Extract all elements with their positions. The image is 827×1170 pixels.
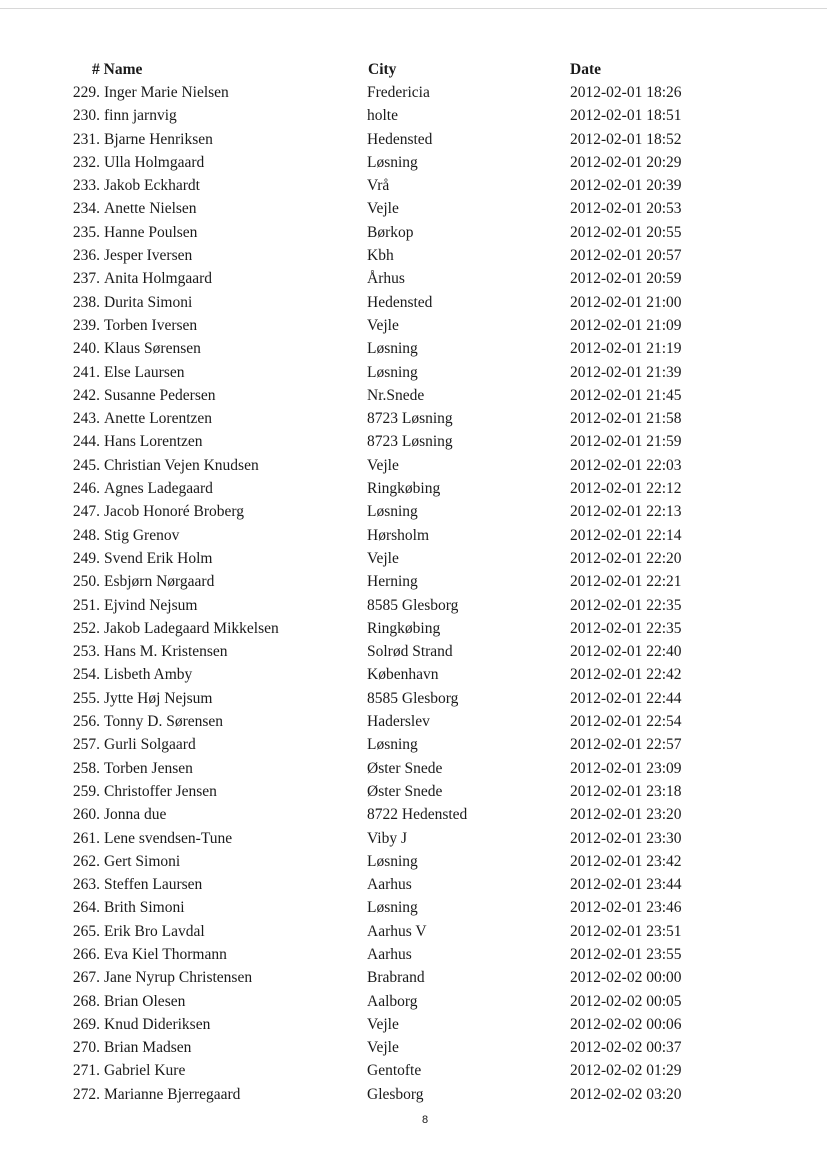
row-number: 245. (72, 456, 100, 474)
row-name: Brian Olesen (104, 992, 186, 1010)
row-number: 233. (72, 177, 100, 195)
row-date: 2012-02-01 21:00 (570, 293, 682, 311)
row-date: 2012-02-02 03:20 (570, 1085, 682, 1103)
row-city: Løsning (367, 340, 418, 358)
row-number: 267. (72, 969, 100, 987)
row-date: 2012-02-01 21:59 (570, 433, 682, 451)
row-city: Nr.Snede (367, 386, 425, 404)
row-date: 2012-02-01 23:46 (570, 899, 682, 917)
table-row (0, 154, 827, 177)
row-city: Fredericia (367, 84, 430, 101)
row-number: 265. (72, 922, 100, 940)
row-name: Jonna due (104, 806, 167, 824)
row-number: 253. (72, 643, 100, 661)
row-name: Jakob Ladegaard Mikkelsen (104, 619, 279, 637)
row-city: Aalborg (367, 992, 418, 1010)
row-city: Løsning (367, 736, 418, 754)
row-city: Aarhus (367, 876, 412, 894)
row-number: 232. (72, 153, 100, 171)
row-date: 2012-02-01 21:58 (570, 410, 682, 428)
table-row (0, 830, 827, 853)
table-row (0, 387, 827, 410)
table-row (0, 224, 827, 247)
table-row (0, 84, 827, 107)
row-number: 260. (72, 806, 100, 824)
table-row (0, 177, 827, 200)
row-name: Jytte Høj Nejsum (104, 689, 213, 707)
row-name: Klaus Sørensen (104, 340, 201, 358)
row-city: Viby J (367, 829, 407, 847)
row-city: 8723 Løsning (367, 410, 453, 428)
row-name: Esbjørn Nørgaard (104, 573, 215, 591)
row-date: 2012-02-01 18:51 (570, 107, 682, 125)
row-number: 248. (72, 526, 100, 544)
row-date: 2012-02-01 20:59 (570, 270, 682, 288)
row-number: 259. (72, 782, 100, 800)
table-row (0, 806, 827, 829)
row-city: Løsning (367, 503, 418, 521)
row-number: 241. (72, 363, 100, 381)
row-name: Anette Nielsen (104, 200, 197, 218)
row-city: Århus (367, 270, 405, 288)
row-city: Ringkøbing (367, 619, 441, 637)
header-date: Date (570, 61, 601, 78)
row-name: Gurli Solgaard (104, 736, 196, 754)
row-date: 2012-02-01 22:12 (570, 480, 682, 498)
row-number: 239. (72, 316, 100, 334)
row-city: Løsning (367, 852, 418, 870)
row-city: Vejle (367, 200, 399, 218)
row-name: Bjarne Henriksen (104, 130, 213, 148)
row-date: 2012-02-01 23:55 (570, 945, 682, 963)
row-name: Inger Marie Nielsen (104, 84, 229, 101)
row-date: 2012-02-01 23:18 (570, 782, 682, 800)
row-city: Vejle (367, 316, 399, 334)
row-city: Øster Snede (367, 759, 443, 777)
row-date: 2012-02-01 22:13 (570, 503, 682, 521)
row-date: 2012-02-01 22:57 (570, 736, 682, 754)
row-city: Hørsholm (367, 526, 429, 544)
row-city: 8723 Løsning (367, 433, 453, 451)
header-num-name: # Name (92, 61, 143, 78)
row-city: Brabrand (367, 969, 425, 987)
row-number: 234. (72, 200, 100, 218)
row-number: 240. (72, 340, 100, 358)
row-name: Jacob Honoré Broberg (104, 503, 245, 521)
row-date: 2012-02-01 22:14 (570, 526, 682, 544)
row-city: Vejle (367, 1015, 399, 1033)
row-name: Else Laursen (104, 363, 185, 381)
table-row (0, 783, 827, 806)
row-city: Glesborg (367, 1085, 424, 1103)
table-row (0, 946, 827, 969)
row-date: 2012-02-01 22:20 (570, 549, 682, 567)
row-date: 2012-02-01 20:53 (570, 200, 682, 218)
row-number: 252. (72, 619, 100, 637)
row-city: Hedensted (367, 293, 433, 311)
row-date: 2012-02-01 22:54 (570, 713, 682, 731)
row-name: Anita Holmgaard (104, 270, 213, 288)
row-city: Hedensted (367, 130, 433, 148)
row-date: 2012-02-01 23:30 (570, 829, 682, 847)
row-name: Hans Lorentzen (104, 433, 203, 451)
row-city: Gentofte (367, 1062, 422, 1080)
table-row (0, 876, 827, 899)
row-name: Durita Simoni (104, 293, 193, 311)
row-number: 235. (72, 223, 100, 241)
table-row (0, 853, 827, 876)
table-row (0, 643, 827, 666)
table-row (0, 270, 827, 293)
row-date: 2012-02-01 20:39 (570, 177, 682, 195)
row-name: Gabriel Kure (104, 1062, 186, 1080)
row-city: Kbh (367, 247, 394, 265)
table-row (0, 410, 827, 433)
row-date: 2012-02-01 21:09 (570, 316, 682, 334)
table-row (0, 317, 827, 340)
row-name: Hans M. Kristensen (104, 643, 228, 661)
row-city: 8585 Glesborg (367, 596, 459, 614)
row-date: 2012-02-01 23:51 (570, 922, 682, 940)
row-number: 272. (72, 1085, 100, 1103)
row-date: 2012-02-01 20:29 (570, 153, 682, 171)
row-name: Erik Bro Lavdal (104, 922, 205, 940)
row-number: 268. (72, 992, 100, 1010)
row-name: Torben Jensen (104, 759, 193, 777)
row-date: 2012-02-02 00:00 (570, 969, 682, 987)
row-date: 2012-02-01 23:42 (570, 852, 682, 870)
row-name: Brian Madsen (104, 1039, 192, 1057)
row-date: 2012-02-01 22:21 (570, 573, 682, 591)
table-row (0, 597, 827, 620)
table-row (0, 690, 827, 713)
row-city: Løsning (367, 153, 418, 171)
row-name: finn jarnvig (104, 107, 177, 125)
row-number: 247. (72, 503, 100, 521)
row-date: 2012-02-01 21:45 (570, 386, 682, 404)
row-city: Vejle (367, 549, 399, 567)
row-number: 251. (72, 596, 100, 614)
row-name: Knud Dideriksen (104, 1015, 211, 1033)
row-name: Christoffer Jensen (104, 782, 217, 800)
row-number: 264. (72, 899, 100, 917)
row-number: 236. (72, 247, 100, 265)
row-number: 269. (72, 1015, 100, 1033)
row-number: 254. (72, 666, 100, 684)
table-row (0, 364, 827, 387)
row-date: 2012-02-01 21:39 (570, 363, 682, 381)
table-row (0, 1016, 827, 1039)
table-row (0, 200, 827, 223)
table-row (0, 1039, 827, 1062)
page-number: 8 (421, 1114, 429, 1126)
row-name: Lene svendsen-Tune (104, 829, 233, 847)
row-date: 2012-02-01 23:20 (570, 806, 682, 824)
table-row (0, 760, 827, 783)
row-city: København (367, 666, 439, 684)
table-row (0, 294, 827, 317)
row-number: 230. (72, 107, 100, 125)
row-city: Herning (367, 573, 418, 591)
row-city: Aarhus (367, 945, 412, 963)
row-number: 238. (72, 293, 100, 311)
row-date: 2012-02-01 21:19 (570, 340, 682, 358)
row-date: 2012-02-02 00:37 (570, 1039, 682, 1057)
row-date: 2012-02-02 00:06 (570, 1015, 682, 1033)
table-row (0, 736, 827, 759)
row-name: Hanne Poulsen (104, 223, 198, 241)
table-row (0, 550, 827, 573)
row-date: 2012-02-01 23:44 (570, 876, 682, 894)
row-number: 246. (72, 480, 100, 498)
row-number: 263. (72, 876, 100, 894)
row-name: Steffen Laursen (104, 876, 203, 894)
row-city: 8585 Glesborg (367, 689, 459, 707)
row-name: Eva Kiel Thormann (104, 945, 227, 963)
row-number: 270. (72, 1039, 100, 1057)
row-city: 8722 Hedensted (367, 806, 468, 824)
row-number: 242. (72, 386, 100, 404)
row-number: 229. (72, 84, 100, 101)
table-row (0, 480, 827, 503)
row-name: Christian Vejen Knudsen (104, 456, 259, 474)
row-city: Øster Snede (367, 782, 443, 800)
row-name: Susanne Pedersen (104, 386, 216, 404)
row-name: Ejvind Nejsum (104, 596, 198, 614)
table-header (0, 61, 827, 83)
table-row (0, 457, 827, 480)
table-row (0, 899, 827, 922)
row-name: Marianne Bjerregaard (104, 1085, 241, 1103)
row-number: 255. (72, 689, 100, 707)
header-city: City (368, 61, 397, 78)
row-name: Gert Simoni (104, 852, 181, 870)
row-city: Børkop (367, 223, 414, 241)
row-name: Torben Iversen (104, 316, 198, 334)
row-number: 266. (72, 945, 100, 963)
row-date: 2012-02-01 20:57 (570, 247, 682, 265)
row-city: Vejle (367, 1039, 399, 1057)
row-date: 2012-02-01 23:09 (570, 759, 682, 777)
row-number: 262. (72, 852, 100, 870)
row-name: Jakob Eckhardt (104, 177, 200, 195)
table-row (0, 1086, 827, 1109)
row-name: Agnes Ladegaard (104, 480, 213, 498)
row-number: 243. (72, 410, 100, 428)
row-name: Brith Simoni (104, 899, 185, 917)
row-date: 2012-02-01 20:55 (570, 223, 682, 241)
row-city: Aarhus V (367, 922, 427, 940)
table-row (0, 620, 827, 643)
row-city: Haderslev (367, 713, 430, 731)
row-name: Stig Grenov (104, 526, 180, 544)
table-row (0, 573, 827, 596)
table-row (0, 503, 827, 526)
row-city: Løsning (367, 899, 418, 917)
table-row (0, 433, 827, 456)
row-number: 261. (72, 829, 100, 847)
table-row (0, 993, 827, 1016)
table-row (0, 247, 827, 270)
row-number: 271. (72, 1062, 100, 1080)
row-number: 250. (72, 573, 100, 591)
table-row (0, 527, 827, 550)
row-number: 231. (72, 130, 100, 148)
row-date: 2012-02-01 22:35 (570, 596, 682, 614)
row-name: Tonny D. Sørensen (104, 713, 224, 731)
row-city: Ringkøbing (367, 480, 441, 498)
row-number: 258. (72, 759, 100, 777)
row-date: 2012-02-01 22:42 (570, 666, 682, 684)
row-date: 2012-02-01 18:52 (570, 130, 682, 148)
row-date: 2012-02-01 18:26 (570, 84, 682, 101)
table-row (0, 340, 827, 363)
row-city: Vejle (367, 456, 399, 474)
row-city: Vrå (367, 177, 390, 195)
table-row (0, 107, 827, 130)
table-row (0, 923, 827, 946)
row-number: 244. (72, 433, 100, 451)
row-name: Ulla Holmgaard (104, 153, 205, 171)
table-row (0, 131, 827, 154)
row-name: Jane Nyrup Christensen (104, 969, 253, 987)
row-date: 2012-02-01 22:35 (570, 619, 682, 637)
row-city: holte (367, 107, 398, 125)
row-city: Løsning (367, 363, 418, 381)
top-rule (0, 8, 827, 9)
table-row (0, 1062, 827, 1085)
row-number: 249. (72, 549, 100, 567)
row-number: 257. (72, 736, 100, 754)
row-number: 256. (72, 713, 100, 731)
row-name: Anette Lorentzen (104, 410, 213, 428)
table-row (0, 969, 827, 992)
table-row (0, 666, 827, 689)
row-date: 2012-02-01 22:40 (570, 643, 682, 661)
row-date: 2012-02-02 01:29 (570, 1062, 682, 1080)
row-name: Lisbeth Amby (104, 666, 193, 684)
row-date: 2012-02-01 22:44 (570, 689, 682, 707)
row-date: 2012-02-01 22:03 (570, 456, 682, 474)
row-date: 2012-02-02 00:05 (570, 992, 682, 1010)
row-city: Solrød Strand (367, 643, 453, 661)
signature-list (0, 84, 827, 1109)
table-row (0, 713, 827, 736)
row-number: 237. (72, 270, 100, 288)
row-name: Svend Erik Holm (104, 549, 213, 567)
row-name: Jesper Iversen (104, 247, 193, 265)
